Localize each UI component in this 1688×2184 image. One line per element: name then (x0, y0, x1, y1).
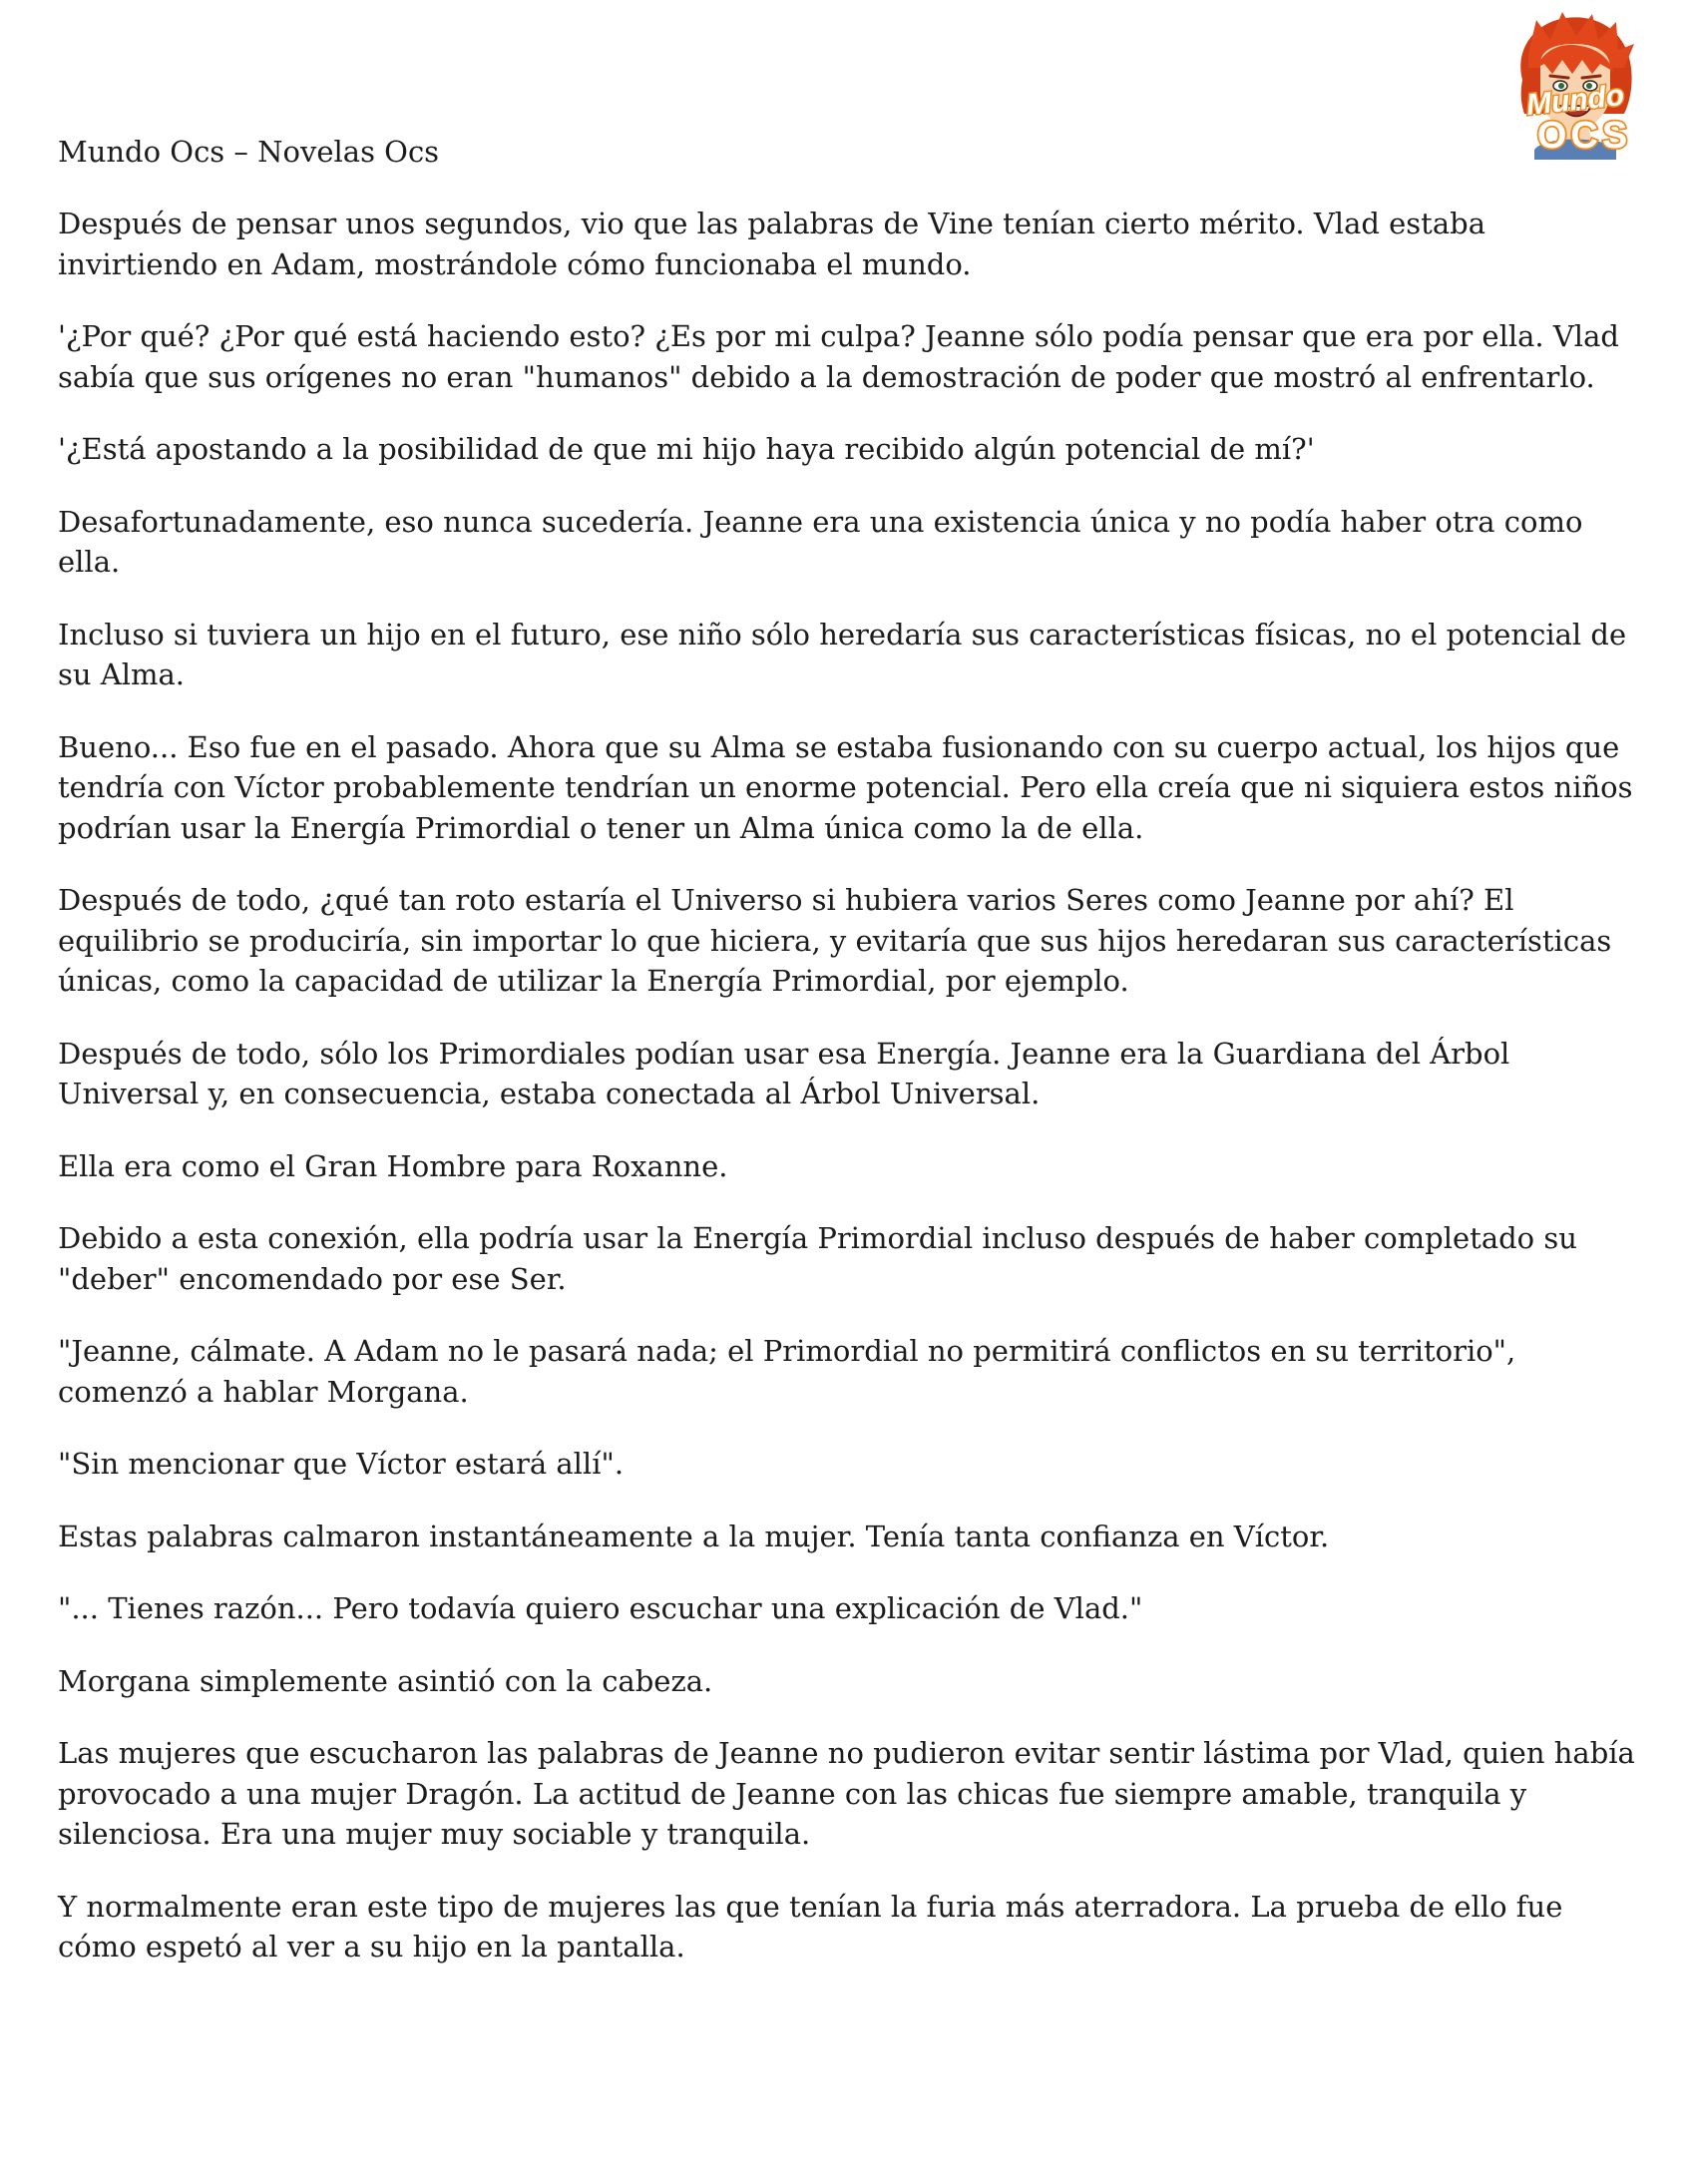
paragraph: "Sin mencionar que Víctor estará allí". (58, 1447, 625, 1481)
paragraph: Bueno... Eso fue en el pasado. Ahora que su Alma se estaba fusionando con su cuerpo actual, los hijos que tendría con Víctor probablemente tendrían un enorme potencial. Pero ella creía que ni siquiera estos niños podrían usar la Energía Primordial o tener un Alma única como la de ella. (58, 729, 1633, 845)
paragraph: Y normalmente eran este tipo de mujeres las que tenían la furia más aterradora. La prueba de ello fue cómo espetó al ver a su hijo en la pantalla. (58, 1889, 1563, 1964)
paragraph: "Jeanne, cálmate. A Adam no le pasará nada; el Primordial no permitirá conflictos en su territorio", comenzó a hablar Morgana. (58, 1334, 1516, 1409)
paragraph: Desafortunadamente, eso nunca sucedería. Jeanne era una existencia única y no podía haber otra como ella. (58, 504, 1583, 579)
paragraph: "... Tienes razón... Pero todavía quiero escuchar una explicación de Vlad." (58, 1591, 1143, 1625)
paragraph: Estas palabras calmaron instantáneamente a la mujer. Tenía tanta confianza en Víctor. (58, 1519, 1330, 1553)
paragraph: Después de todo, ¿qué tan roto estaría el Universo si hubiera varios Seres como Jeanne por ahí? El equilibrio se produciría, sin importar lo que hiciera, y evitaría que sus hijos heredaran sus características únicas, como la capacidad de utilizar la Energía Primordial, por ejemplo. (58, 883, 1612, 998)
paragraph: Después de pensar unos segundos, vio que las palabras de Vine tenían cierto mérito. Vlad estaba invirtiendo en Adam, mostrándole cómo funcionaba el mundo. (58, 207, 1485, 281)
paragraph: Morgana simplemente asintió con la cabeza. (58, 1663, 713, 1698)
paragraph: Después de todo, sólo los Primordiales podían usar esa Energía. Jeanne era la Guardiana del Árbol Universal y, en consecuencia, estaba conectada al Árbol Universal. (58, 1036, 1510, 1110)
paragraph: Las mujeres que escucharon las palabras de Jeanne no pudieron evitar sentir lástima por Vlad, quien había provocado a una mujer Dragón. La actitud de Jeanne con las chicas fue siempre amable, tranquila y silenciosa. Era una mujer muy sociable y tranquila. (58, 1736, 1635, 1851)
mundo-ocs-logo (1484, 10, 1664, 180)
logo-text-top: Mundo (1524, 79, 1626, 123)
paragraph: Debido a esta conexión, ella podría usar la Energía Primordial incluso después de haber completado su "deber" encomendado por ese Ser. (58, 1221, 1577, 1296)
body-text (58, 204, 1644, 1999)
paragraph: '¿Está apostando a la posibilidad de que mi hijo haya recibido algún potencial de mí?' (58, 432, 1315, 466)
paragraph: '¿Por qué? ¿Por qué está haciendo esto? ¿Es por mi culpa? Jeanne sólo podía pensar que era por ella. Vlad sabía que sus orígenes no eran "humanos" debido a la demostración de poder que mostró al enfrentarlo. (58, 319, 1619, 394)
paragraph: Ella era como el Gran Hombre para Roxanne. (58, 1148, 728, 1183)
paragraph: Incluso si tuviera un hijo en el futuro, ese niño sólo heredaría sus características físicas, no el potencial de su Alma. (58, 617, 1627, 691)
page-header: Mundo Ocs – Novelas Ocs (58, 135, 440, 169)
logo-text-bottom: OCS (1536, 115, 1632, 157)
